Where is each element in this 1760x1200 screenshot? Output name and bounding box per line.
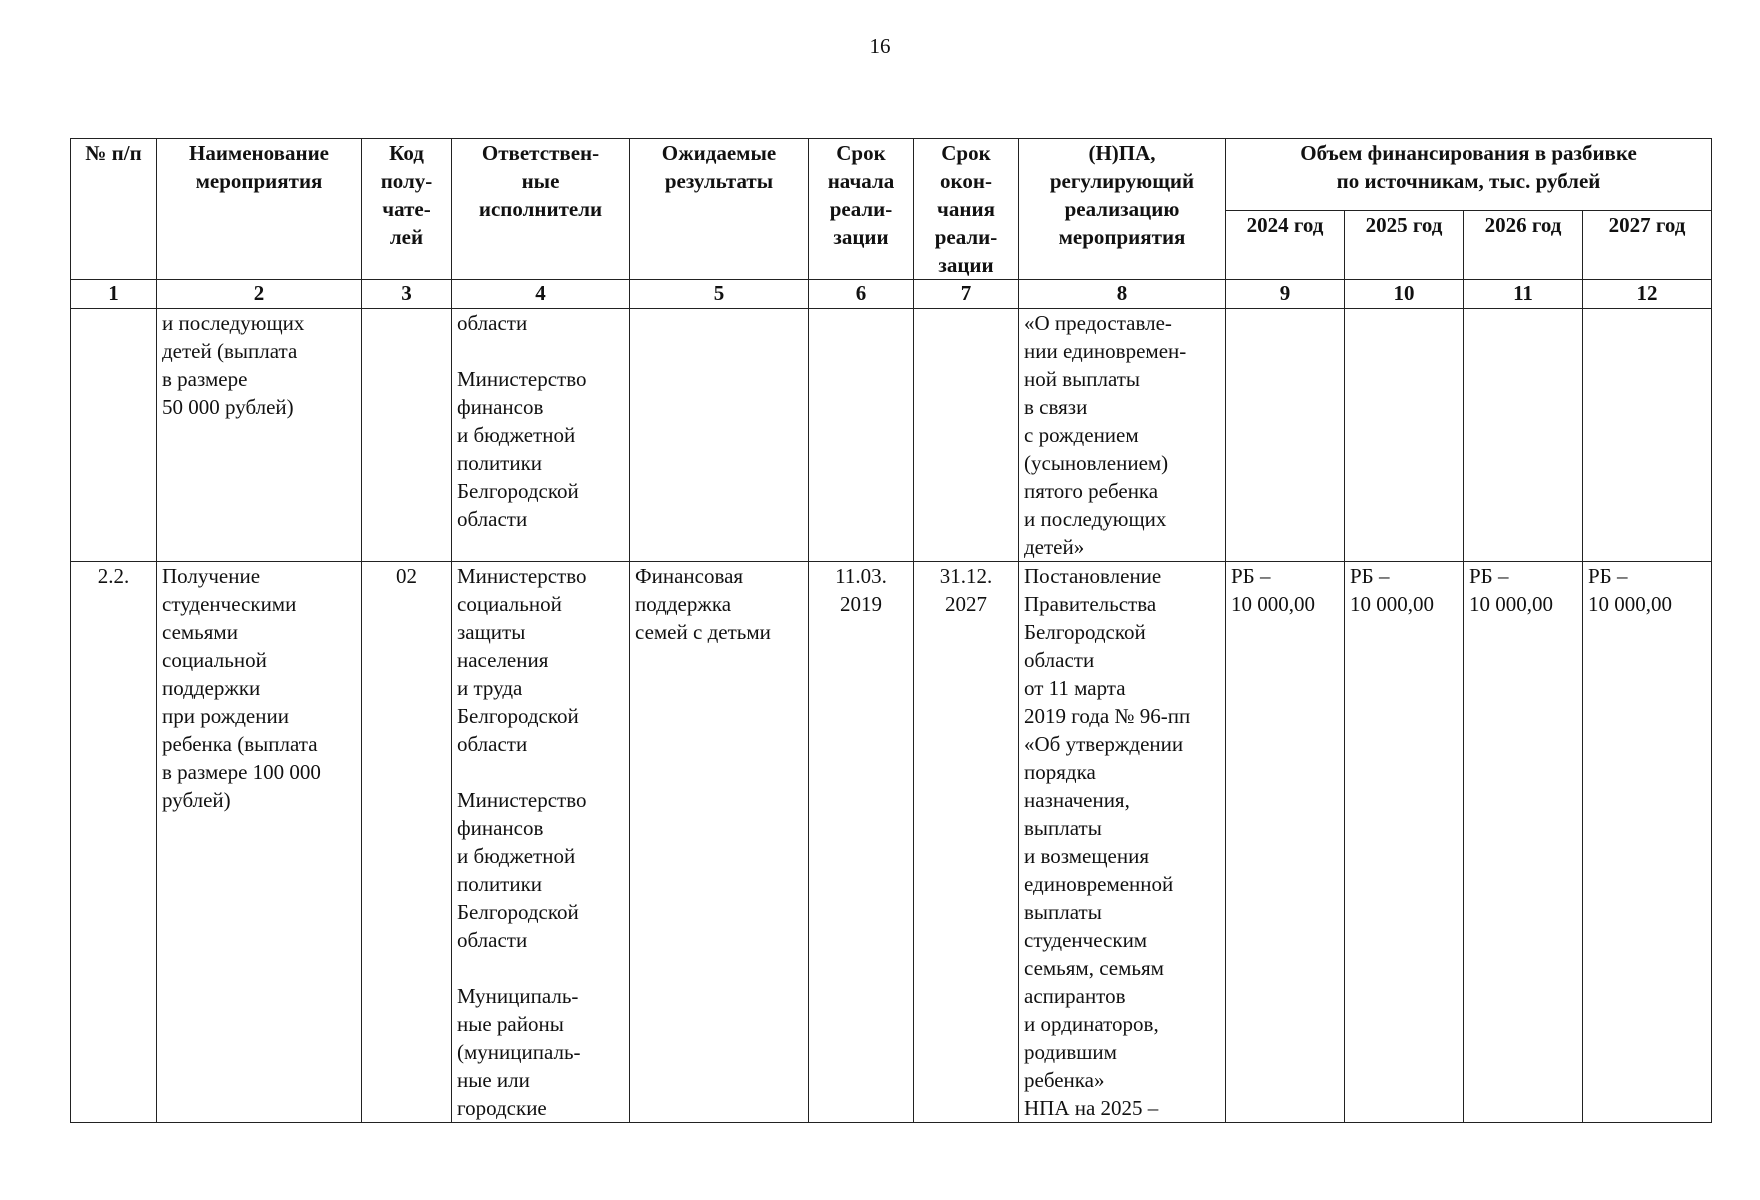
header-name: Наименование мероприятия xyxy=(157,139,362,280)
cell-num xyxy=(71,309,157,562)
cell-npa: Постановление Правительства Белгородской области от 11 марта 2019 года № 96-пп «Об утверждении порядка назначения, выплаты и возмещения единовременной выплаты студенческим семьям, семьям аспирантов и ординаторов, родившим ребенка» НПА на 2025 – xyxy=(1019,562,1226,1123)
cell-code: 02 xyxy=(362,562,452,1123)
header-row xyxy=(71,139,1712,211)
header-start: Срок начала реали- зации xyxy=(809,139,914,280)
column-number: 5 xyxy=(630,280,809,309)
cell-responsible: Министерство социальной защиты населения и труда Белгородской области Министерство финансов и бюджетной политики Белгородской области Муниципаль- ные районы (муниципаль- ные или городские xyxy=(452,562,630,1123)
header-code: Код полу- чате- лей xyxy=(362,139,452,280)
page-number: 16 xyxy=(869,34,891,58)
header-num: № п/п xyxy=(71,139,157,280)
column-number: 6 xyxy=(809,280,914,309)
header-year-2025: 2025 год xyxy=(1345,211,1464,280)
cell-start: 11.03. 2019 xyxy=(809,562,914,1123)
cell-expected: Финансовая поддержка семей с детьми xyxy=(630,562,809,1123)
cell-funding-2027 xyxy=(1583,309,1712,562)
column-number: 7 xyxy=(914,280,1019,309)
column-number: 11 xyxy=(1464,280,1583,309)
column-number: 4 xyxy=(452,280,630,309)
header-end: Срок окон- чания реали- зации xyxy=(914,139,1019,280)
column-number: 10 xyxy=(1345,280,1464,309)
column-number: 9 xyxy=(1226,280,1345,309)
cell-funding-2027: РБ – 10 000,00 xyxy=(1583,562,1712,1123)
header-year-2024: 2024 год xyxy=(1226,211,1345,280)
cell-funding-2024 xyxy=(1226,309,1345,562)
header-year-2026: 2026 год xyxy=(1464,211,1583,280)
cell-npa: «О предоставле- нии единовремен- ной выплаты в связи с рождением (усыновлением) пятого ребенка и последующих детей» xyxy=(1019,309,1226,562)
cell-funding-2025 xyxy=(1345,309,1464,562)
header-year-2027: 2027 год xyxy=(1583,211,1712,280)
column-number: 1 xyxy=(71,280,157,309)
header-responsible: Ответствен- ные исполнители xyxy=(452,139,630,280)
cell-start xyxy=(809,309,914,562)
cell-funding-2026 xyxy=(1464,309,1583,562)
column-number-row xyxy=(71,280,1712,309)
cell-funding-2025: РБ – 10 000,00 xyxy=(1345,562,1464,1123)
column-number: 8 xyxy=(1019,280,1226,309)
column-number: 3 xyxy=(362,280,452,309)
header-npa: (Н)ПА, регулирующий реализацию мероприятия xyxy=(1019,139,1226,280)
column-number: 12 xyxy=(1583,280,1712,309)
header-expected: Ожидаемые результаты xyxy=(630,139,809,280)
cell-code xyxy=(362,309,452,562)
cell-name: Получение студенческими семьями социальной поддержки при рождении ребенка (выплата в размере 100 000 рублей) xyxy=(157,562,362,1123)
table-row xyxy=(71,309,1712,562)
cell-name: и последующих детей (выплата в размере 50 000 рублей) xyxy=(157,309,362,562)
table-row xyxy=(71,562,1712,1123)
cell-funding-2024: РБ – 10 000,00 xyxy=(1226,562,1345,1123)
cell-expected xyxy=(630,309,809,562)
cell-end xyxy=(914,309,1019,562)
cell-end: 31.12. 2027 xyxy=(914,562,1019,1123)
cell-responsible: области Министерство финансов и бюджетной политики Белгородской области xyxy=(452,309,630,562)
cell-num: 2.2. xyxy=(71,562,157,1123)
column-number: 2 xyxy=(157,280,362,309)
header-funding: Объем финансирования в разбивке по источникам, тыс. рублей xyxy=(1226,139,1712,211)
cell-funding-2026: РБ – 10 000,00 xyxy=(1464,562,1583,1123)
activity-plan-table xyxy=(70,138,1712,1123)
